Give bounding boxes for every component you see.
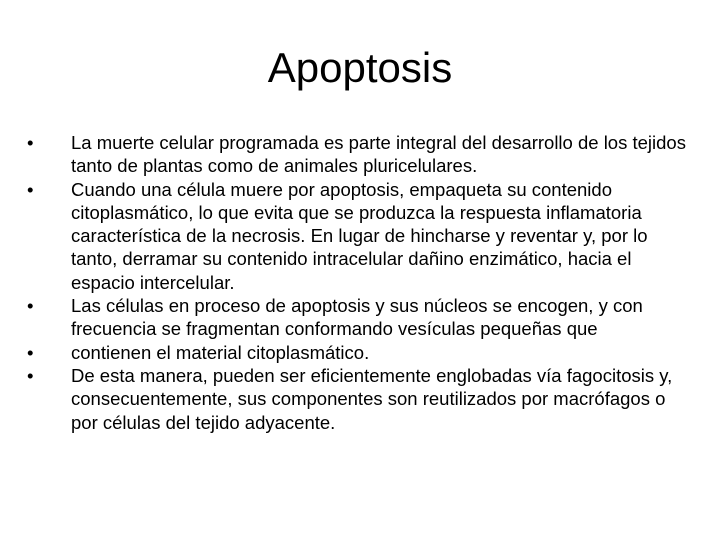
bullet-marker: • [27, 132, 34, 153]
bullet-item-5 [27, 364, 687, 434]
bullet-marker: • [27, 295, 34, 317]
bullet-item-2 [27, 178, 687, 294]
bullet-item-4 [27, 341, 687, 364]
bullet-item-3 [27, 294, 687, 341]
bullet-text: La muerte celular programada es parte integral del desarrollo de los tejidos tanto de plantas como de animales pluricelulares. [71, 132, 686, 177]
bullet-item-1 [27, 131, 687, 178]
bullet-list [27, 131, 687, 434]
slide-title: Apoptosis [267, 44, 453, 91]
bullet-text: Cuando una célula muere por apoptosis, empaqueta su contenido citoplasmático, lo que evita que se produzca la respuesta inflamatoria característica de la necrosis. En lugar de hincharse y reventar y, por lo tanto, derramar su contenido intracelular dañino enzimático, hacia el espacio intercelular. [71, 178, 648, 293]
bullet-text: contienen el material citoplasmático. [71, 341, 370, 363]
bullet-marker: • [27, 341, 34, 363]
bullet-text: De esta manera, pueden ser eficientemente englobadas vía fagocitosis y, consecuentemente, sus componentes son reutilizados por macrófagos o por células del tejido adyacente. [71, 364, 673, 433]
bullet-marker: • [27, 364, 34, 386]
bullet-marker: • [27, 178, 34, 200]
bullet-text: Las células en proceso de apoptosis y sus núcleos se encogen, y con frecuencia se fragmentan conformando vesículas pequeñas que [71, 295, 643, 340]
